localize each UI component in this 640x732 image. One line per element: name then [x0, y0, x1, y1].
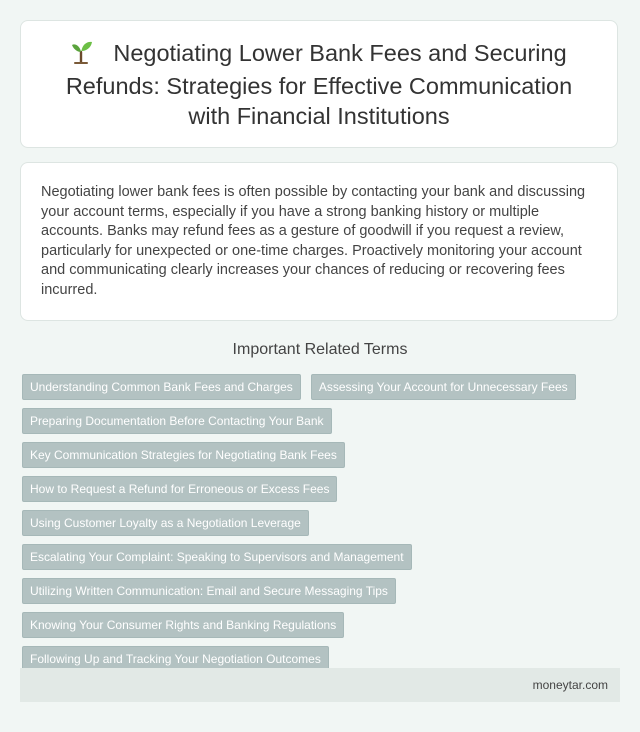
related-term-tag[interactable]: Key Communication Strategies for Negotiating Bank Fees	[22, 442, 345, 468]
related-term-tag[interactable]: Preparing Documentation Before Contacting Your Bank	[22, 408, 332, 434]
related-term-tag[interactable]: Knowing Your Consumer Rights and Banking Regulations	[22, 612, 344, 638]
related-term-tag[interactable]: How to Request a Refund for Erroneous or Excess Fees	[22, 476, 337, 502]
related-term-tag[interactable]: Assessing Your Account for Unnecessary Fees	[311, 374, 576, 400]
page-title	[51, 38, 587, 131]
related-term-tag[interactable]: Following Up and Tracking Your Negotiation Outcomes	[22, 646, 329, 672]
sprout-icon	[71, 40, 93, 71]
summary-text: Negotiating lower bank fees is often possible by contacting your bank and discussing your account terms, especially if you have a strong banking history or multiple accounts. Banks may refund fees as a gesture of goodwill if you request a review, particularly for unexpected or one-time charges. Proactively monitoring your account and communicating clearly increases your chances of reducing or recovering fees incurred.	[41, 184, 586, 298]
summary-card	[20, 162, 618, 321]
title-card	[20, 20, 618, 148]
related-term-tag[interactable]: Understanding Common Bank Fees and Charges	[22, 374, 301, 400]
related-terms-heading: Important Related Terms	[232, 341, 408, 358]
footer	[20, 668, 620, 702]
related-term-tag[interactable]: Using Customer Loyalty as a Negotiation Leverage	[22, 510, 309, 536]
related-term-tag[interactable]: Utilizing Written Communication: Email and Secure Messaging Tips	[22, 578, 396, 604]
footer-site-link[interactable]: moneytar.com	[532, 678, 608, 692]
related-terms-list	[22, 374, 622, 680]
related-term-tag[interactable]: Escalating Your Complaint: Speaking to Supervisors and Management	[22, 544, 412, 570]
page-title-text: Negotiating Lower Bank Fees and Securing Refunds: Strategies for Effective Communication with Financial Institutions	[65, 39, 573, 129]
